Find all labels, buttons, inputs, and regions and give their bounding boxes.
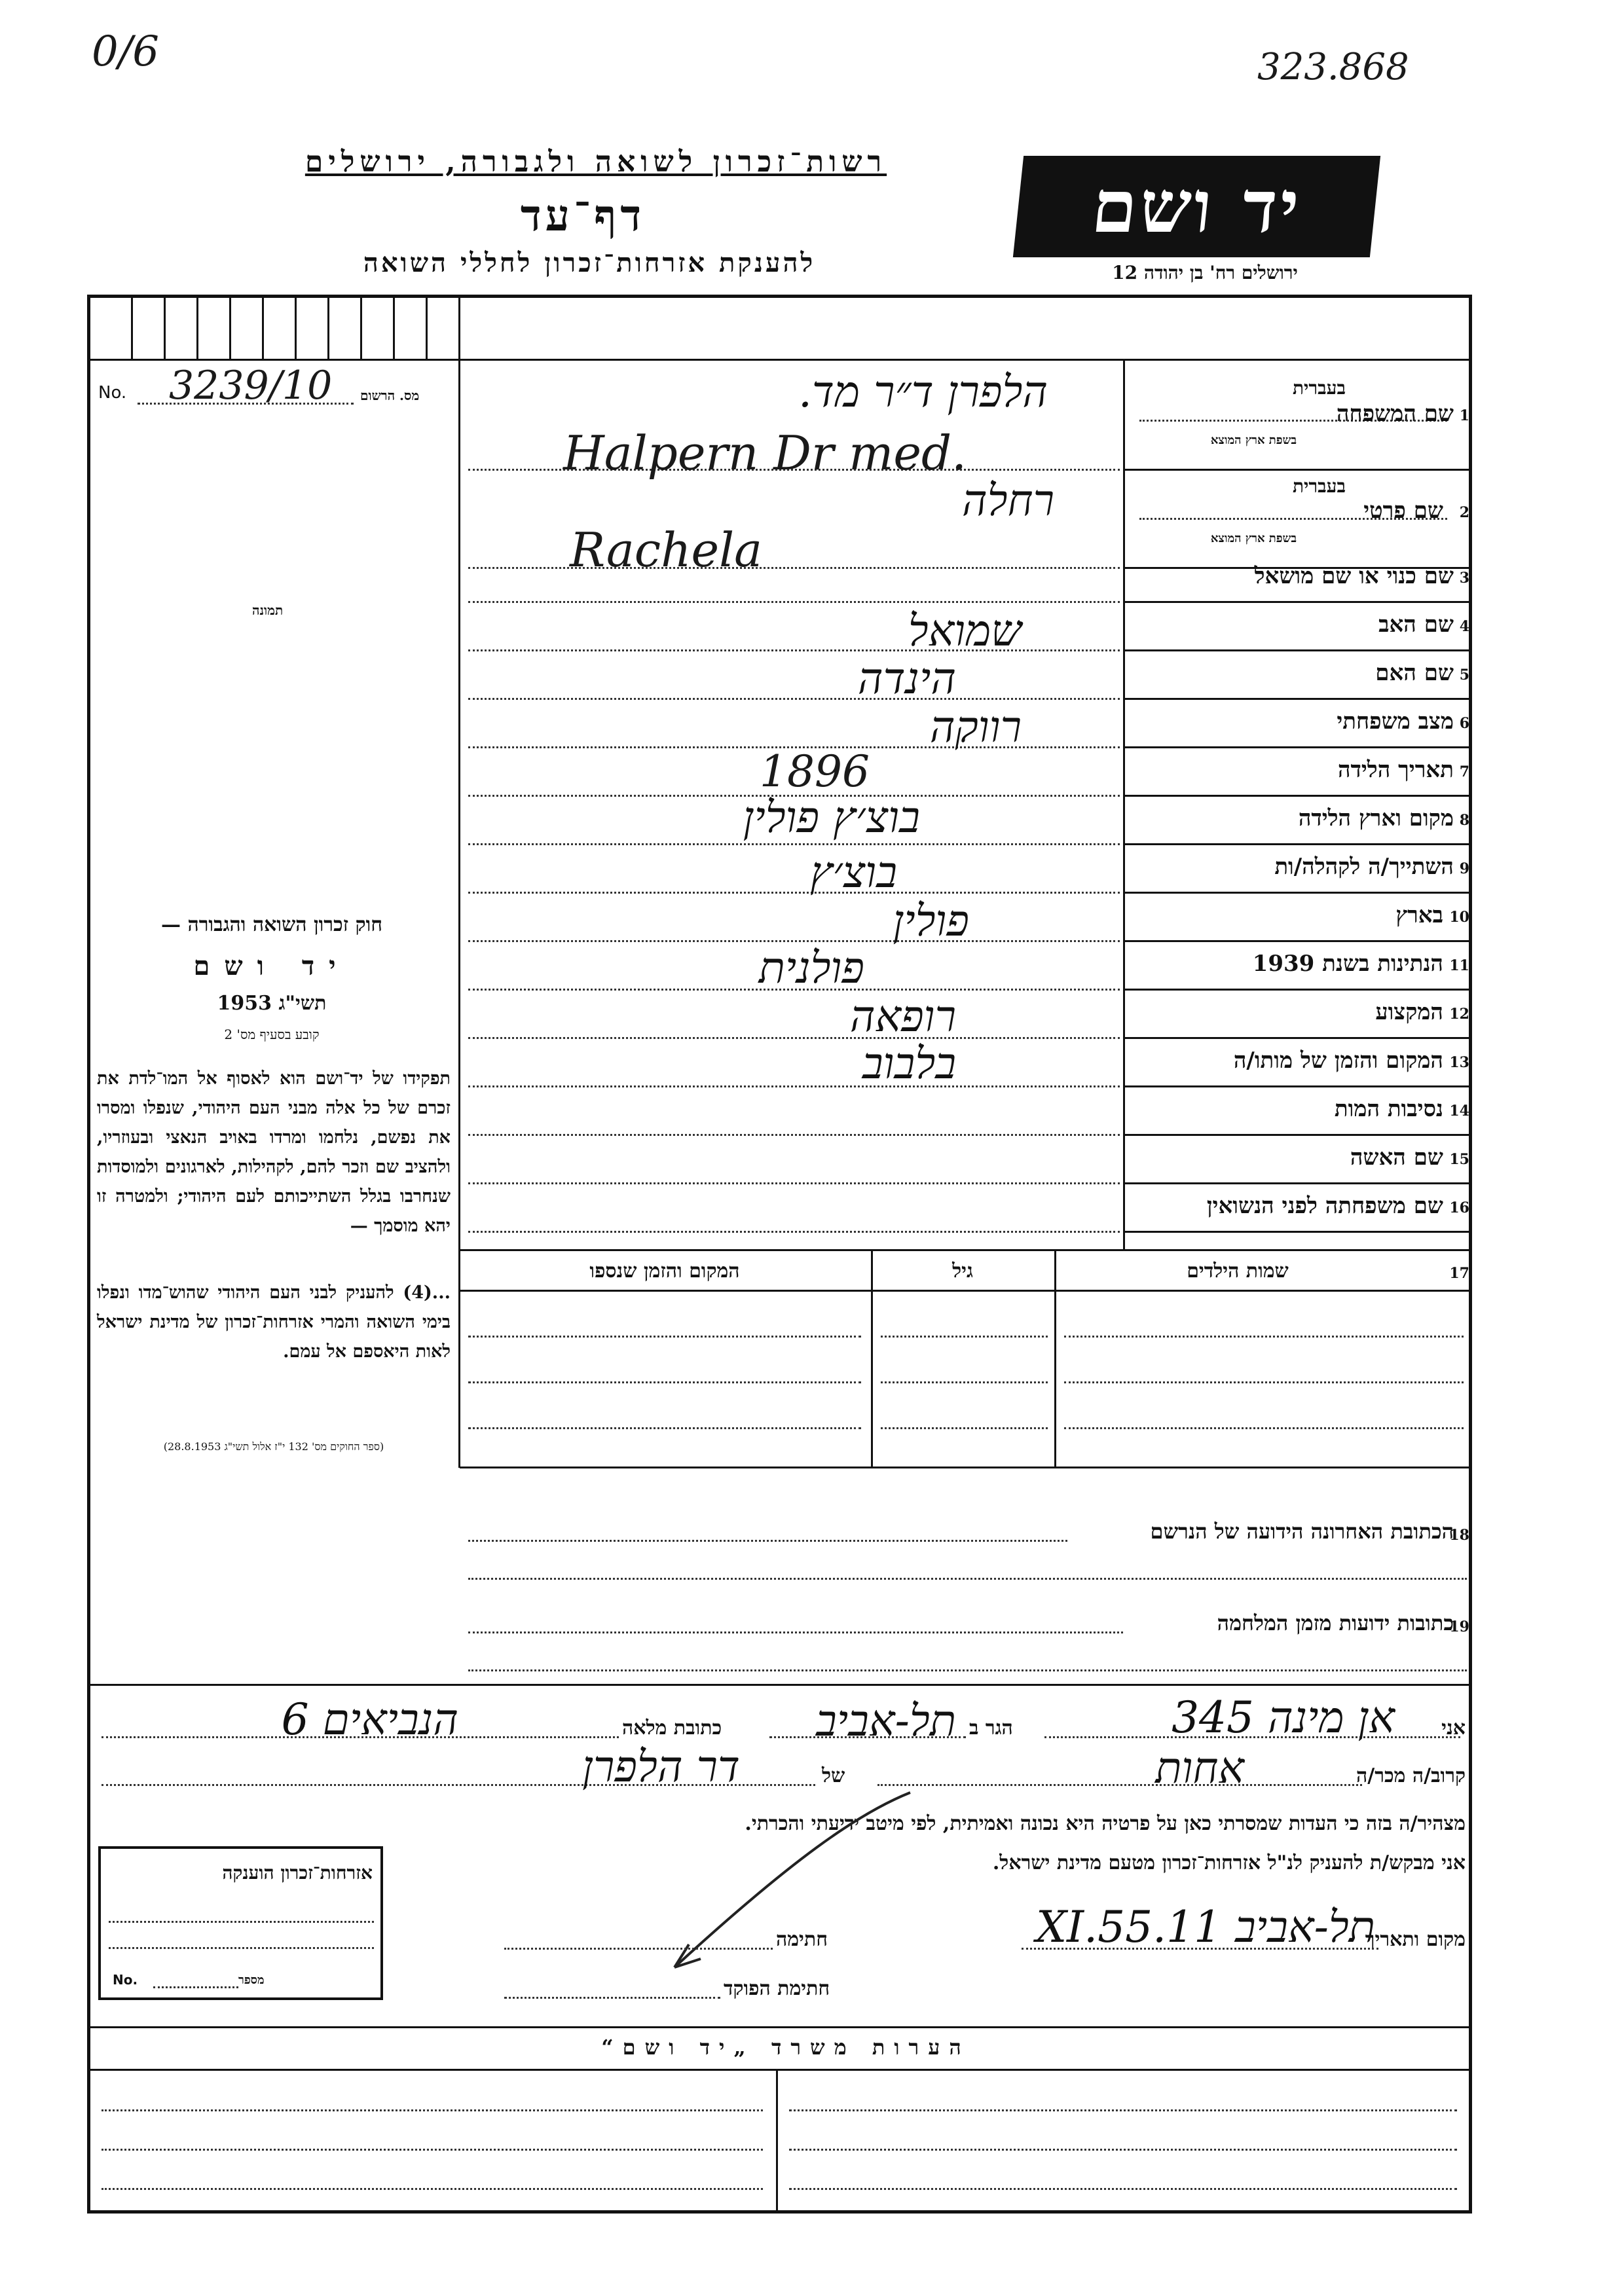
- row-10-label: בארץ: [1395, 902, 1443, 928]
- row-2-label: שם פרטי: [1363, 498, 1443, 524]
- row-7-label: תאריך הלידה: [1337, 757, 1454, 783]
- of-label: של: [822, 1764, 845, 1787]
- row-18-label: הכתובת האחרונה הידועה של הנרשם: [1150, 1519, 1454, 1544]
- row-10-num: 10: [1449, 909, 1469, 926]
- row-14-num: 14: [1449, 1102, 1469, 1120]
- corner-mark-left: 0/6: [92, 27, 159, 76]
- row-19-label: כתובות ידועות מזמן המלחמה: [1217, 1611, 1454, 1635]
- row-1-sub-lang: בשפת ארץ המוצא: [1210, 433, 1297, 447]
- birth-place: בוצ׳ץ פולין: [743, 792, 920, 843]
- witness-name: אן מינה 345: [1172, 1692, 1395, 1743]
- profession: רופאה: [849, 991, 956, 1042]
- witness-address: הנביאים 6: [281, 1694, 458, 1745]
- row-18-num: 18: [1449, 1527, 1469, 1544]
- surname-latin: Halpern Dr med.: [563, 426, 967, 481]
- row-5-num: 5: [1459, 666, 1469, 683]
- children-names-header: שמות הילדים: [1187, 1260, 1289, 1283]
- signature-label: חתימה: [776, 1928, 828, 1951]
- father-name: שמואל: [908, 606, 1022, 656]
- reg-no-prefix: No.: [98, 383, 127, 403]
- witness-city: תל-אביב: [816, 1696, 956, 1746]
- full-address-label: כתובת מלאה: [622, 1717, 722, 1740]
- citizenship-box: [98, 1846, 383, 2000]
- form-subtitle: להענקת אזרחות־זכרון לחללי השואה: [363, 247, 816, 278]
- country: פולין: [893, 896, 969, 946]
- row-13-num: 13: [1449, 1054, 1469, 1071]
- row-4-num: 4: [1459, 618, 1469, 635]
- row-11-num: 11: [1449, 957, 1469, 974]
- firstname-latin: Rachela: [570, 522, 763, 577]
- citizenship-title: אזרחות־זכרון הוענקה: [222, 1862, 373, 1884]
- row-16-label: שם משפחתה לפני הנשואין: [1206, 1193, 1443, 1219]
- row-17-num: 17: [1449, 1265, 1469, 1282]
- reg-label: מס. הרשום: [360, 388, 420, 403]
- row-12-label: המקצוע: [1375, 999, 1443, 1025]
- archive-number: 323.868: [1257, 46, 1409, 88]
- law-clause: קובע בסעיף מס' 2: [224, 1027, 320, 1042]
- row-6-num: 6: [1459, 715, 1469, 732]
- ani-label: אני: [1441, 1717, 1466, 1740]
- row-6-label: מצב משפחתי: [1337, 708, 1454, 735]
- death-place: בלבוב: [862, 1038, 956, 1089]
- row-15-num: 15: [1449, 1151, 1469, 1168]
- law-text-2: ...(4) להעניק לבני העם היהודי שהוש־מדו ונפלו בימי השואה והמרי אזרחות־זכרון של מדינת ישראל לאות היאספם אל עמם.: [97, 1283, 451, 1362]
- logo-address: ירושלים רח' בן יהודה 12: [1112, 262, 1298, 283]
- law-year: תשי"ג 1953: [217, 992, 327, 1015]
- citizenship-no: No.: [113, 1972, 138, 1988]
- birth-date: 1896: [760, 746, 870, 797]
- nationality-1939: פולנית: [758, 943, 864, 993]
- row-7-num: 7: [1459, 763, 1469, 780]
- row-5-label: שם האם: [1375, 660, 1454, 686]
- photo-label: תמונה: [252, 602, 284, 618]
- law-name: יד ושם: [193, 951, 350, 981]
- resides-label: הגר ב: [969, 1717, 1013, 1740]
- row-1-sub-hebrew: בעברית: [1292, 377, 1346, 399]
- statement-2: אני מבקש/ת להעניק לנ"ל אזרחות־זכרון מטעם מדינת ישראל.: [992, 1851, 1466, 1874]
- row-14-label: נסיבות המות: [1334, 1096, 1443, 1122]
- place-date-value: תל-אביב 11.XI.55: [1036, 1902, 1375, 1952]
- notes-title: הערות משרד „יד ושם“: [601, 2035, 970, 2060]
- children-place-header: המקום והזמן שנספו: [589, 1260, 740, 1283]
- row-16-num: 16: [1449, 1199, 1469, 1216]
- community: בוצ׳ץ: [810, 847, 897, 898]
- row-3-num: 3: [1459, 570, 1469, 587]
- witness-relation: אחות: [1155, 1743, 1244, 1793]
- registration-number: 3239/10: [169, 363, 333, 409]
- row-1-label: שם המשפחה: [1336, 401, 1454, 427]
- row-2-num: 2: [1459, 504, 1469, 521]
- marital-status: רווקה: [929, 702, 1022, 752]
- official-signature-label: חתימת הפוקד: [724, 1977, 830, 2000]
- statement-1: מצהיר/ה בזה כי העדות שמסרתי כאן על פרטיה היא נכונה ואמיתית, לפי מיטב ידיעתי והכרתי.: [745, 1812, 1466, 1835]
- yad-vashem-logo: יד ושם: [1013, 156, 1380, 257]
- row-2-sub-lang: בשפת ארץ המוצא: [1210, 532, 1297, 545]
- row-15-label: שם האשה: [1350, 1144, 1443, 1171]
- law-text: תפקידו של יד־ושם הוא לאסוף אל המו־לדת את זכרם של כל אלה מבני העם היהודי, שנפלו ומסרו את נפשם, נלחמו ומרדו באויב הנאצי ובעוזריו, ולהציב שם וזכר להם, לקהילות, לארגונים ולמוסדות שנחרבו בגלל השתייכותם לעם היהודי; ולמטרה זו יהא מוסמך —: [97, 1068, 451, 1236]
- mother-name: הינדה: [857, 653, 956, 704]
- row-9-label: השתייך/ה לקהלה/ות: [1274, 854, 1454, 880]
- row-2-sub-hebrew: בעברית: [1292, 475, 1346, 497]
- authority-name: רשות־זכרון לשואה ולגבורה, ירושלים: [304, 145, 887, 179]
- row-11-label: הנתינות בשנת 1939: [1252, 951, 1443, 977]
- place-date-label: מקום ותאריך: [1365, 1928, 1466, 1951]
- form-title: דף־עד: [520, 190, 646, 241]
- row-1-num: 1: [1459, 407, 1469, 424]
- row-9-num: 9: [1459, 860, 1469, 877]
- law-title: חוק זכרון השואה והגבורה —: [161, 913, 382, 936]
- row-3-label: שם כנוי או שם מושאל: [1254, 563, 1454, 589]
- row-8-num: 8: [1459, 812, 1469, 829]
- children-age-header: גיל: [952, 1260, 973, 1283]
- row-8-label: מקום וארץ הלידה: [1298, 805, 1454, 831]
- row-13-label: המקום והזמן של מותו/ה: [1233, 1048, 1443, 1074]
- relation-of-name: דר הלפרן: [582, 1741, 740, 1792]
- row-12-num: 12: [1449, 1006, 1469, 1023]
- signature-arrow-icon: [648, 1787, 923, 1984]
- row-4-label: שם האב: [1378, 611, 1454, 638]
- surname-hebrew: הלפרן ד״ר מד.: [798, 367, 1048, 417]
- firstname-hebrew: רחלה: [961, 475, 1054, 526]
- relative-label: קרוב/ה מכר/ה: [1356, 1764, 1466, 1787]
- law-source: (ספר החוקים מס' 132 י"ז אלול תשי"ג 28.8.1953): [163, 1440, 384, 1453]
- row-19-num: 19: [1449, 1618, 1469, 1635]
- citizenship-number-label: מספר: [238, 1973, 265, 1987]
